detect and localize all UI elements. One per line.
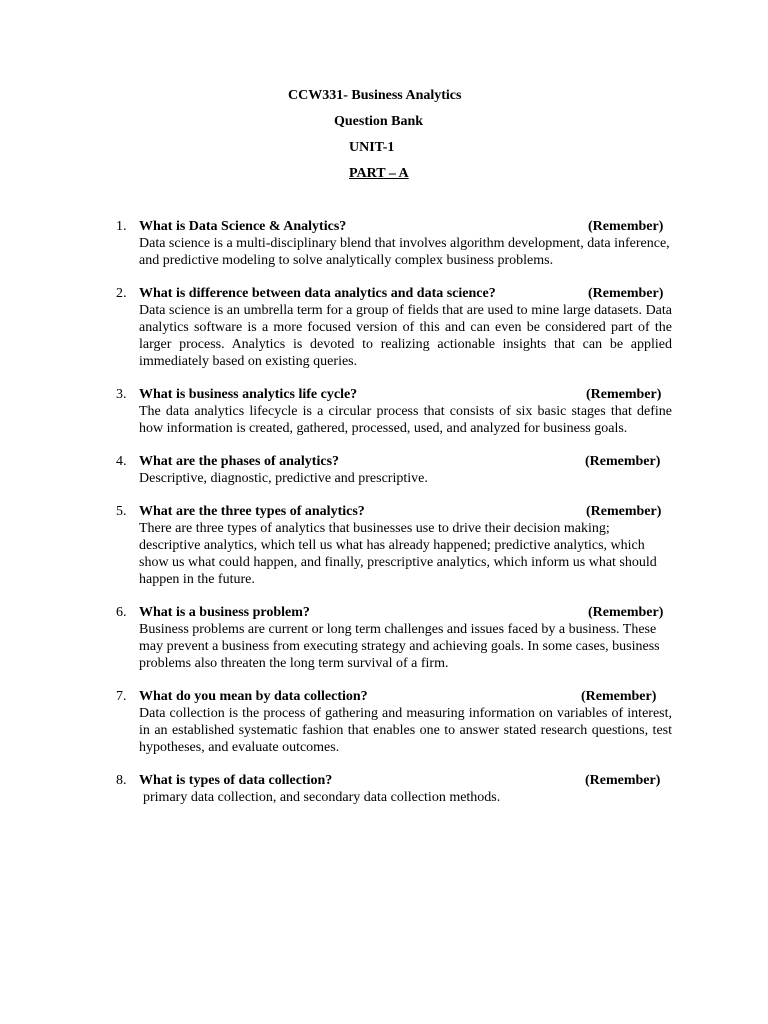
bloom-level-tag: (Remember) bbox=[588, 286, 664, 301]
question-number: 6. bbox=[116, 605, 127, 620]
unit-heading: UNIT-1 bbox=[349, 140, 395, 155]
question-item bbox=[0, 688, 768, 756]
question-text: What is types of data collection? bbox=[139, 773, 333, 788]
question-number: 5. bbox=[116, 504, 127, 519]
question-text: What is Data Science & Analytics? bbox=[139, 219, 347, 234]
bloom-level-tag: (Remember) bbox=[586, 504, 662, 519]
question-item bbox=[0, 604, 768, 672]
question-text: What are the three types of analytics? bbox=[139, 504, 365, 519]
bloom-level-tag: (Remember) bbox=[581, 689, 657, 704]
question-number: 4. bbox=[116, 454, 127, 469]
answer-text: Data science is an umbrella term for a group of fields that are used to mine large datasets. Data analytics software is a more focused version of this and can even be considered part of the larger process. Analytics is devoted to realizing actionable insights that can be applied immediately based on existing queries. bbox=[139, 303, 672, 369]
question-number: 8. bbox=[116, 773, 127, 788]
part-heading: PART – A bbox=[349, 166, 409, 181]
question-item bbox=[0, 285, 768, 370]
question-text: What do you mean by data collection? bbox=[139, 689, 368, 704]
question-number: 2. bbox=[116, 286, 127, 301]
question-item bbox=[0, 503, 768, 588]
bloom-level-tag: (Remember) bbox=[586, 387, 662, 402]
answer-text: Business problems are current or long term challenges and issues faced by a business. These may prevent a business from executing strategy and achieving goals. In some cases, business problems also threaten the long term survival of a firm. bbox=[139, 622, 660, 671]
question-text: What are the phases of analytics? bbox=[139, 454, 340, 469]
question-item bbox=[0, 218, 768, 269]
bloom-level-tag: (Remember) bbox=[585, 454, 661, 469]
question-text: What is business analytics life cycle? bbox=[139, 387, 358, 402]
answer-text: Data science is a multi-disciplinary blend that involves algorithm development, data inference, and predictive modeling to solve analytically complex business problems. bbox=[139, 236, 670, 268]
question-item bbox=[0, 386, 768, 437]
question-number: 7. bbox=[116, 689, 127, 704]
answer-text: Descriptive, diagnostic, predictive and prescriptive. bbox=[139, 471, 428, 486]
question-item bbox=[0, 453, 768, 487]
answer-text: There are three types of analytics that businesses use to drive their decision making; descriptive analytics, which tell us what has already happened; predictive analytics, which show us what could happen, and finally, prescriptive analytics, which inform us what should happen in the future. bbox=[139, 521, 657, 587]
question-list bbox=[0, 218, 768, 822]
bloom-level-tag: (Remember) bbox=[588, 605, 664, 620]
answer-text: The data analytics lifecycle is a circular process that consists of six basic stages that define how information is created, gathered, processed, used, and analyzed for business goals. bbox=[139, 404, 672, 436]
question-text: What is a business problem? bbox=[139, 605, 310, 620]
bloom-level-tag: (Remember) bbox=[585, 773, 661, 788]
answer-text: primary data collection, and secondary data collection methods. bbox=[143, 790, 501, 805]
document-subtitle: Question Bank bbox=[334, 114, 424, 129]
document-title: CCW331- Business Analytics bbox=[288, 88, 462, 103]
question-number: 1. bbox=[116, 219, 127, 234]
question-number: 3. bbox=[116, 387, 127, 402]
question-item bbox=[0, 772, 768, 806]
answer-text: Data collection is the process of gathering and measuring information on variables of interest, in an established systematic fashion that enables one to answer stated research questions, test hypotheses, and evaluate outcomes. bbox=[139, 706, 672, 755]
bloom-level-tag: (Remember) bbox=[588, 219, 664, 234]
question-text: What is difference between data analytics and data science? bbox=[139, 286, 496, 301]
